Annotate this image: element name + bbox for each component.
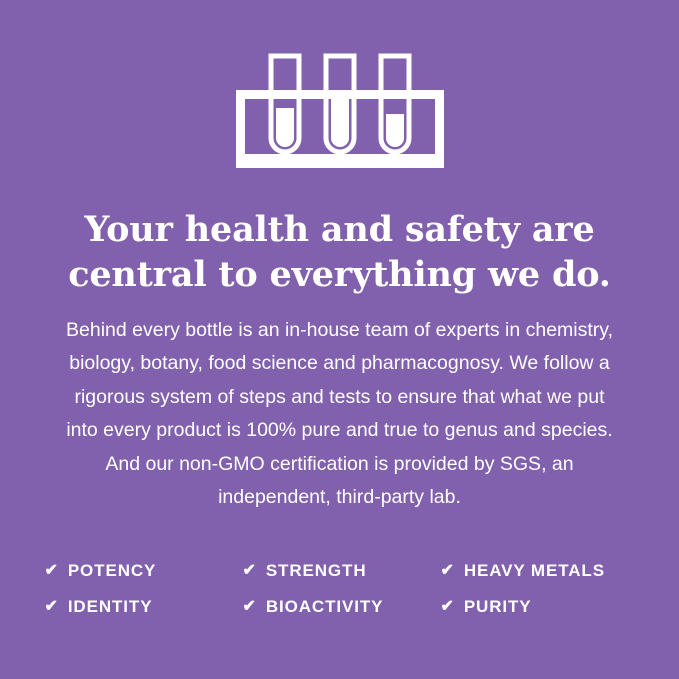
feature-list bbox=[45, 561, 635, 617]
feature-label: BIOACTIVITY bbox=[265, 596, 384, 616]
feature-label: IDENTITY bbox=[67, 596, 153, 616]
list-item bbox=[45, 597, 239, 617]
list-item bbox=[45, 561, 239, 581]
test-tube-rack-icon bbox=[224, 46, 456, 186]
list-item bbox=[243, 597, 437, 617]
page-title: Your health and safety are central to everything we do. bbox=[68, 209, 611, 295]
check-icon: ✔ bbox=[440, 561, 455, 579]
list-item bbox=[441, 561, 635, 581]
list-item bbox=[243, 561, 437, 581]
check-icon: ✔ bbox=[440, 597, 455, 615]
check-icon: ✔ bbox=[242, 597, 257, 615]
list-item bbox=[441, 597, 635, 617]
feature-label: PURITY bbox=[463, 596, 532, 616]
body-paragraph: Behind every bottle is an in-house team of experts in chemistry, biology, botany, food science and pharmacognosy. We follow a rigorous system of steps and tests to ensure that what we put into every product is 100% pure and true to genus and species. And our non-GMO certification is provided by SGS, an independent, third-party lab. bbox=[66, 318, 613, 509]
check-icon: ✔ bbox=[242, 561, 257, 579]
check-icon: ✔ bbox=[44, 561, 59, 579]
feature-label: HEAVY METALS bbox=[463, 560, 605, 580]
feature-label: STRENGTH bbox=[265, 560, 367, 580]
feature-label: POTENCY bbox=[67, 560, 157, 580]
check-icon: ✔ bbox=[44, 597, 59, 615]
